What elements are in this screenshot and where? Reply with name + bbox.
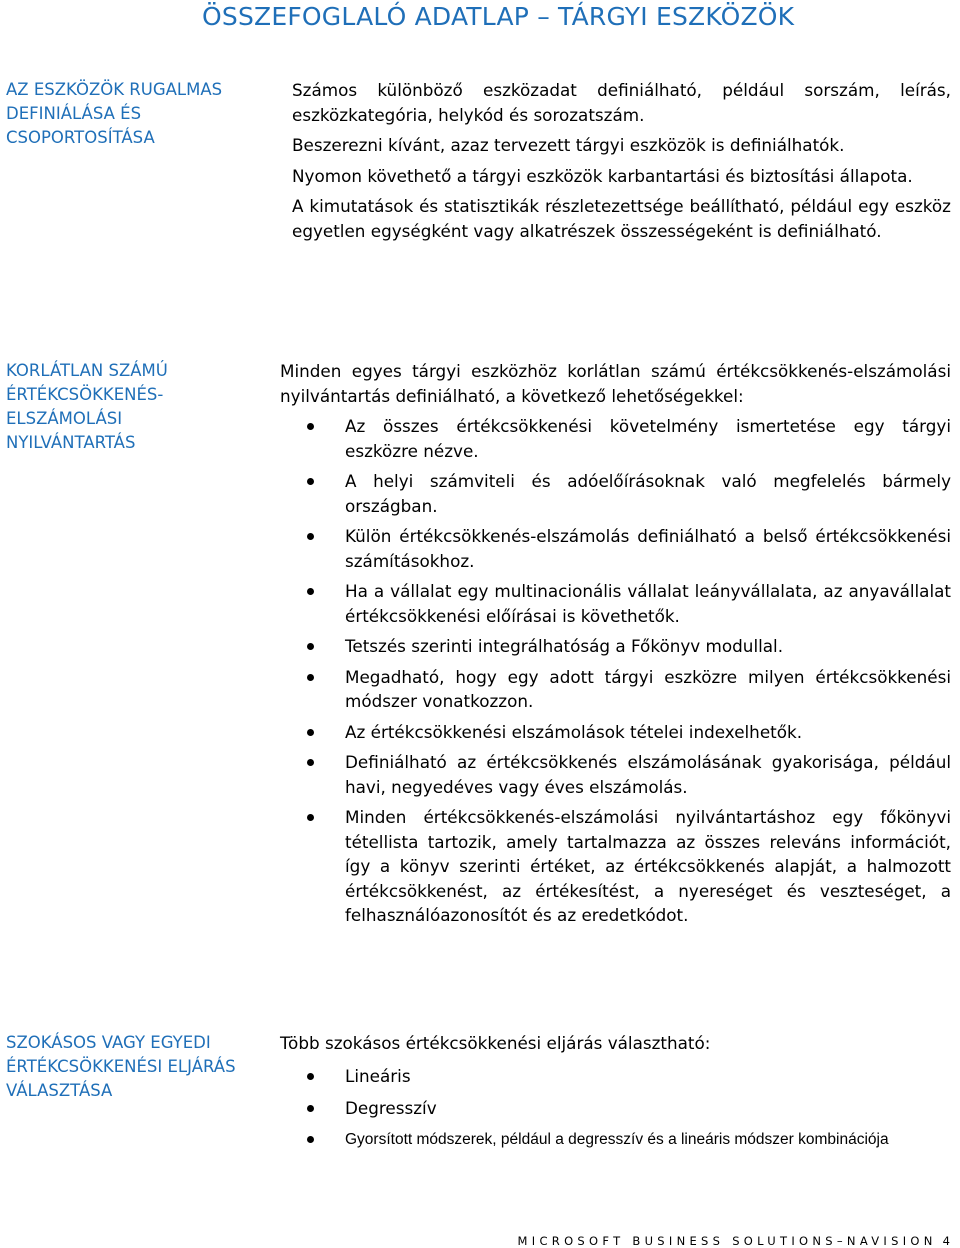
heading-line: VÁLASZTÁSA <box>6 1081 113 1100</box>
section-intro: Minden egyes tárgyi eszközhöz korlátlan számú értékcsökkenés-elszámolási nyilvántartás definiálható, a következő lehetőségekkel: <box>280 361 951 406</box>
bullet-icon <box>307 1105 314 1112</box>
list-item <box>280 750 951 799</box>
section-heading-flexible-definition <box>6 78 268 150</box>
list-item-text: Az értékcsökkenési elszámolások tételei indexelhetők. <box>345 721 803 742</box>
list-item <box>280 805 951 928</box>
page-number: 4 <box>942 1234 950 1248</box>
list-item <box>280 1096 951 1121</box>
section-body-depreciation-books <box>280 359 951 934</box>
bullet-icon <box>307 1073 314 1080</box>
heading-line: ÉRTÉKCSÖKKENÉS- <box>6 385 164 404</box>
paragraph: Beszerezni kívánt, azaz tervezett tárgyi eszközök is definiálhatók. <box>292 135 845 155</box>
list-item <box>280 579 951 628</box>
bullet-icon <box>307 478 314 485</box>
list-item-text: Külön értékcsökkenés-elszámolás definiálható a belső értékcsökkenési számításokhoz. <box>345 526 951 571</box>
bullet-icon <box>307 814 314 821</box>
list-item <box>280 524 951 573</box>
list-item-text: Definiálható az értékcsökkenés elszámolásának gyakorisága, például havi, negyedéves vagy éves elszámolás. <box>345 752 951 797</box>
bullet-icon <box>307 674 314 681</box>
bullet-icon <box>307 588 314 595</box>
heading-line: ÉRTÉKCSÖKKENÉSI ELJÁRÁS <box>6 1057 236 1076</box>
list-item-text: Az összes értékcsökkenési követelmény ismertetése egy tárgyi eszközre nézve. <box>345 416 951 461</box>
heading-line: KORLÁTLAN SZÁMÚ <box>6 361 168 380</box>
section-intro: Több szokásos értékcsökkenési eljárás választható: <box>280 1033 711 1053</box>
list-item <box>280 720 951 745</box>
list-item <box>280 665 951 714</box>
paragraph: A kimutatások és statisztikák részletezettsége beállítható, például egy eszköz egyetlen egységként vagy alkatrészek összességeként is definiálható. <box>292 196 951 241</box>
section-heading-depreciation-methods <box>6 1031 268 1103</box>
heading-line: DEFINIÁLÁSA ÉS <box>6 104 142 123</box>
list-item-text: Degresszív <box>345 1098 437 1118</box>
paragraph: Számos különböző eszközadat definiálható, például sorszám, leírás, eszközkategória, helykód és sorozatszám. <box>292 80 951 125</box>
bullet-icon <box>307 643 314 650</box>
bullet-list <box>280 414 951 928</box>
list-item-text: Lineáris <box>345 1065 411 1086</box>
section-body-flexible-definition <box>292 78 951 249</box>
bullet-icon <box>307 759 314 766</box>
bullet-list <box>280 1064 951 1150</box>
list-item-text: Ha a vállalat egy multinacionális vállalat leányvállalata, az anyavállalat értékcsökkenési előírásai is követhetők. <box>345 581 951 626</box>
list-item <box>280 1064 951 1089</box>
list-item-text: Tetszés szerinti integrálhatóság a Főkönyv modullal. <box>345 636 784 656</box>
page-title: ÖSSZEFOGLALÓ ADATLAP – TÁRGYI ESZKÖZÖK <box>202 2 795 31</box>
heading-line: NYILVÁNTARTÁS <box>6 433 136 452</box>
footer-brand: MICROSOFT BUSINESS SOLUTIONS–NAVISION <box>517 1234 937 1248</box>
heading-line: AZ ESZKÖZÖK RUGALMAS <box>6 80 223 99</box>
bullet-icon <box>307 533 314 540</box>
section-body-depreciation-methods <box>280 1031 951 1158</box>
list-item-text: Gyorsított módszerek, például a degresszív és a lineáris módszer kombinációja <box>345 1130 889 1148</box>
list-item-text: A helyi számviteli és adóelőírásoknak való megfelelés bármely országban. <box>345 471 951 516</box>
list-item <box>280 414 951 463</box>
bullet-icon <box>307 423 314 430</box>
paragraph: Nyomon követhető a tárgyi eszközök karbantartási és biztosítási állapota. <box>292 165 913 186</box>
heading-line: SZOKÁSOS VAGY EGYEDI <box>6 1033 211 1052</box>
section-heading-depreciation-books <box>6 359 268 455</box>
list-item-text: Megadható, hogy egy adott tárgyi eszközre milyen értékcsökkenési módszer vonatkozzon. <box>345 666 951 711</box>
list-item <box>280 1129 951 1150</box>
bullet-icon <box>307 729 314 736</box>
list-item <box>280 634 951 659</box>
bullet-icon <box>307 1136 314 1143</box>
heading-line: CSOPORTOSÍTÁSA <box>6 128 155 147</box>
heading-line: ELSZÁMOLÁSI <box>6 409 123 428</box>
list-item-text: Minden értékcsökkenés-elszámolási nyilvántartáshoz egy főkönyvi tétellista tartozik, amely tartalmazza az összes releváns információt, így a könyv szerinti értéket, az értékcsökkenés alapját, a halmozott értékcsökkenést, az értékesítést, a nyereséget és veszteséget, a felhasználóazonosítót és az eredetkódot. <box>345 807 951 925</box>
list-item <box>280 469 951 518</box>
